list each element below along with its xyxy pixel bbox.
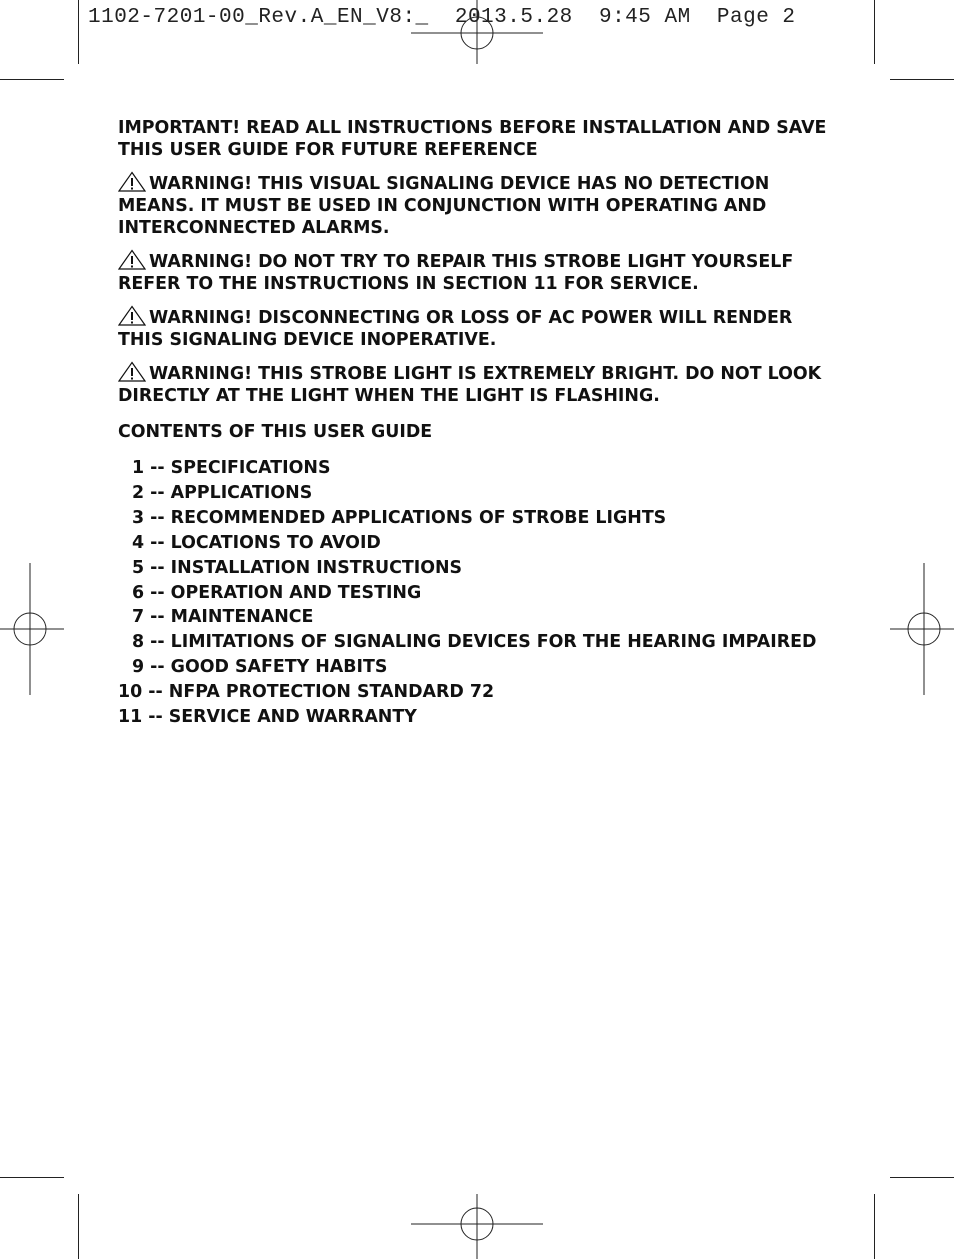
contents-heading: CONTENTS OF THIS USER GUIDE	[118, 422, 433, 442]
toc-separator: --	[150, 557, 165, 578]
warning-triangle-icon	[118, 249, 146, 270]
toc-separator: --	[150, 532, 165, 553]
toc-item	[118, 531, 840, 556]
crop-mark-bottom-right-horizontal	[890, 1177, 954, 1178]
warning-text: WARNING! DISCONNECTING OR LOSS OF AC POWER WILL RENDER THIS SIGNALING DEVICE INOPERATIVE.	[118, 308, 793, 350]
toc-number: 9	[132, 657, 145, 678]
toc-title: MAINTENANCE	[170, 607, 314, 628]
toc-separator: --	[150, 458, 165, 478]
toc-number: 6	[132, 582, 145, 603]
warning-paragraph	[118, 305, 840, 351]
table-of-contents	[118, 456, 840, 730]
toc-item	[118, 581, 840, 606]
toc-item	[118, 605, 840, 630]
toc-title: LIMITATIONS OF SIGNALING DEVICES FOR THE HEARING IMPAIRED	[170, 632, 817, 653]
crop-mark-bottom-right-vertical	[874, 1194, 875, 1259]
toc-item	[118, 655, 840, 680]
toc-title: OPERATION AND TESTING	[170, 582, 422, 603]
warning-paragraph	[118, 249, 840, 295]
toc-item	[118, 680, 840, 705]
toc-separator: --	[148, 682, 163, 703]
crop-mark-top-right-vertical	[874, 0, 875, 64]
page-content	[118, 117, 840, 730]
toc-item	[118, 456, 840, 481]
warning-paragraph	[118, 171, 840, 239]
intro-notice: IMPORTANT! READ ALL INSTRUCTIONS BEFORE INSTALLATION AND SAVE THIS USER GUIDE FOR FUTURE REFERENCE	[118, 118, 827, 160]
registration-mark-icon	[411, 0, 543, 64]
printer-slug-line: 1102-7201-00_Rev.A_EN_V8:_ 2013.5.28 9:45 AM Page 2	[88, 6, 796, 29]
warning-triangle-icon	[118, 305, 146, 326]
toc-number: 11	[118, 707, 143, 728]
toc-item	[118, 481, 840, 506]
warning-text: WARNING! THIS VISUAL SIGNALING DEVICE HAS NO DETECTION MEANS. IT MUST BE USED IN CONJUNCTION WITH OPERATING AND INTERCONNECTED ALARMS.	[118, 174, 770, 238]
warning-text: WARNING! THIS STROBE LIGHT IS EXTREMELY BRIGHT. DO NOT LOOK DIRECTLY AT THE LIGHT WHEN THE LIGHT IS FLASHING.	[118, 364, 822, 406]
toc-number: 2	[132, 482, 145, 503]
toc-title: SERVICE AND WARRANTY	[168, 707, 417, 728]
crop-mark-top-right-horizontal	[890, 79, 954, 80]
warning-text: WARNING! DO NOT TRY TO REPAIR THIS STROBE LIGHT YOURSELF REFER TO THE INSTRUCTIONS IN SECTION 11 FOR SERVICE.	[118, 252, 794, 294]
toc-item	[118, 630, 840, 655]
toc-number: 7	[132, 607, 145, 628]
toc-separator: --	[150, 607, 165, 628]
toc-title: APPLICATIONS	[170, 482, 313, 503]
toc-title: GOOD SAFETY HABITS	[170, 657, 388, 678]
toc-title: INSTALLATION INSTRUCTIONS	[170, 557, 463, 578]
warning-triangle-icon	[118, 361, 146, 382]
toc-separator: --	[150, 632, 165, 653]
toc-number: 3	[132, 507, 145, 528]
registration-mark-icon	[0, 563, 64, 695]
toc-title: SPECIFICATIONS	[170, 458, 331, 478]
toc-title: LOCATIONS TO AVOID	[170, 532, 381, 553]
crop-mark-bottom-left-horizontal	[0, 1177, 64, 1178]
toc-number: 4	[132, 532, 145, 553]
toc-number: 1	[132, 458, 145, 478]
toc-separator: --	[150, 657, 165, 678]
warning-paragraph	[118, 361, 840, 407]
toc-number: 5	[132, 557, 145, 578]
toc-separator: --	[150, 507, 165, 528]
toc-number: 10	[118, 682, 143, 703]
toc-separator: --	[150, 482, 165, 503]
registration-mark-icon	[890, 563, 954, 695]
warning-triangle-icon	[118, 171, 146, 192]
toc-separator: --	[150, 582, 165, 603]
registration-mark-icon	[411, 1194, 543, 1259]
toc-title: NFPA PROTECTION STANDARD 72	[168, 682, 495, 703]
crop-mark-top-left-vertical	[78, 0, 79, 64]
toc-title: RECOMMENDED APPLICATIONS OF STROBE LIGHTS	[170, 507, 667, 528]
toc-separator: --	[148, 707, 163, 728]
crop-mark-top-left-horizontal	[0, 79, 64, 80]
toc-number: 8	[132, 632, 145, 653]
toc-item	[118, 705, 840, 730]
crop-mark-bottom-left-vertical	[78, 1194, 79, 1259]
toc-item	[118, 556, 840, 581]
toc-item	[118, 506, 840, 531]
